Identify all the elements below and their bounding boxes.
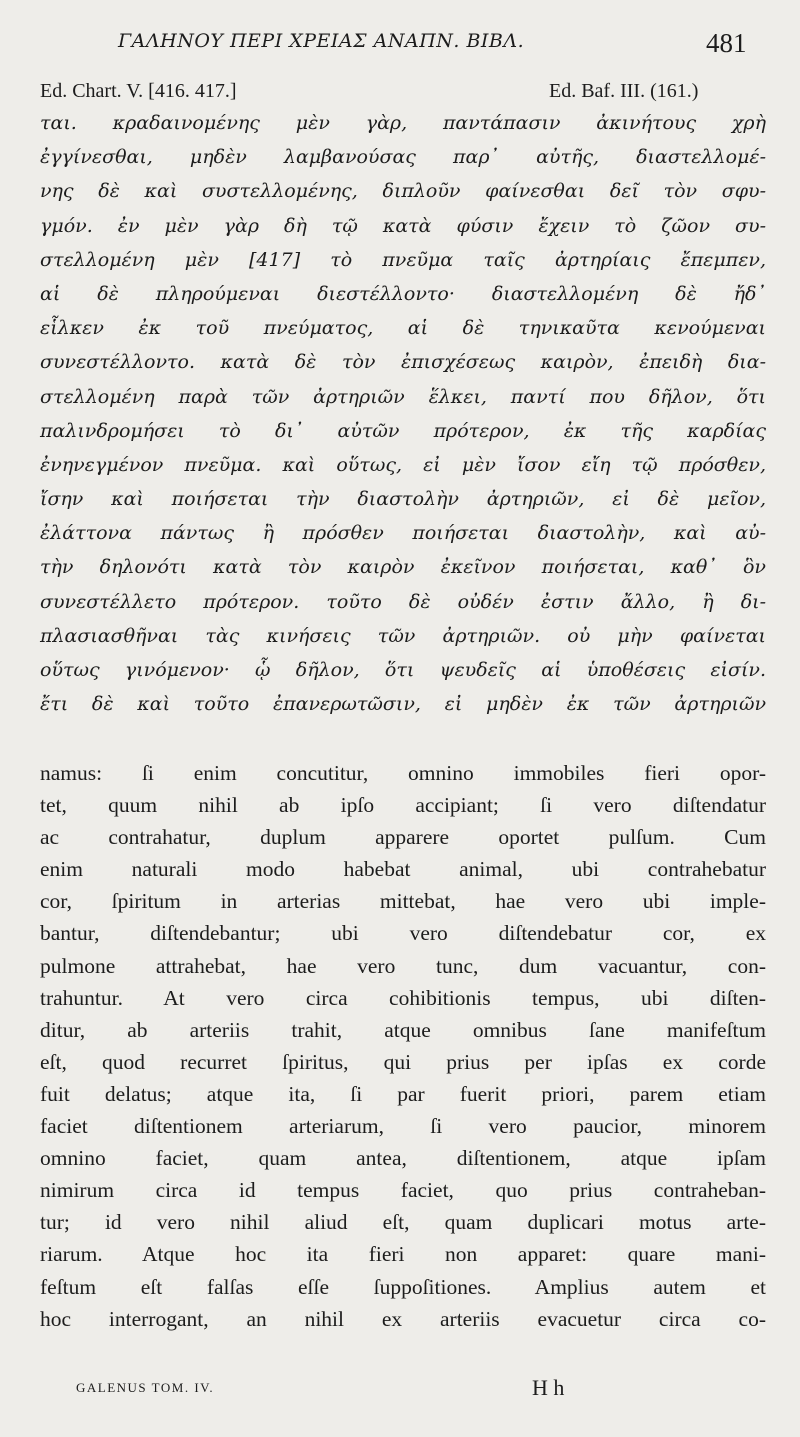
greek-text-line: ται. κραδαινομένης μὲν γὰρ, παντάπασιν ἀκινήτους χρὴ xyxy=(40,112,766,134)
running-title: ΓΑΛΗΝΟΥ ΠΕΡΙ ΧΡΕΙΑΣ ΑΝΑΠΝ. ΒΙΒΛ. xyxy=(118,30,525,52)
greek-text-line: ἐλάττονα πάντως ἢ πρόσθεν ποιήσεται διαστολὴν, καὶ αὐ- xyxy=(40,522,766,545)
latin-text-line: ditur, ab arteriis trahit, atque omnibus ſane manifeſtum xyxy=(40,1017,766,1042)
latin-text-line: feſtum eſt falſas eſſe ſuppoſitiones. Amplius autem et xyxy=(40,1274,766,1299)
latin-text-line: tet, quum nihil ab ipſo accipiant; ſi vero diſtendatur xyxy=(40,793,766,818)
latin-text-line: pulmone attrahebat, hae vero tunc, dum vacuantur, con- xyxy=(40,953,766,978)
greek-text-line: ἐγγίνεσθαι, μηδὲν λαμβανούσας παρ᾽ αὐτῆς, διαστελλομέ- xyxy=(40,146,766,169)
greek-text-line: στελλομένη μὲν [417] τὸ πνεῦμα ταῖς ἀρτηρίαις ἔπεμπεν, xyxy=(40,248,766,271)
greek-text-line: εἷλκεν ἐκ τοῦ πνεύματος, αἱ δὲ τηνικαῦτα κενούμεναι xyxy=(40,317,766,340)
latin-text-line: tur; id vero nihil aliud eſt, quam duplicari motus arte- xyxy=(40,1210,766,1235)
latin-text-line: fuit delatus; atque ita, ſi par fuerit priori, parem etiam xyxy=(40,1081,766,1106)
greek-text-line: παλινδρομήσει τὸ δι᾽ αὐτῶν πρότερον, ἐκ τῆς καρδίας xyxy=(40,419,766,442)
greek-text-line: τὴν δηλονότι κατὰ τὸν καιρὸν ἐκεῖνον ποιήσεται, καθ᾽ ὃν xyxy=(40,556,766,579)
latin-text-line: ac contrahatur, duplum apparere oportet pulſum. Cum xyxy=(40,825,766,850)
greek-text-block xyxy=(40,106,766,721)
gathering-mark: H h xyxy=(532,1375,565,1400)
printer-signature: GALENUS TOM. IV. xyxy=(76,1380,215,1395)
greek-text-line: πλασιασθῆναι τὰς κινήσεις τῶν ἀρτηριῶν. οὐ μὴν φαίνεται xyxy=(40,624,766,647)
page-number: 481 xyxy=(706,28,747,58)
greek-text-line: αἱ δὲ πληρούμεναι διεστέλλοντο· διαστελλομένη δὲ ἤδ᾽ xyxy=(40,282,766,305)
latin-text-block xyxy=(40,757,766,1335)
latin-text-line: hoc interrogant, an nihil ex arteriis evacuetur circa co- xyxy=(40,1306,766,1331)
greek-text-line: οὕτως γινόμενον· ᾧ δῆλον, ὅτι ψευδεῖς αἱ ὑποθέσεις εἰσίν. xyxy=(40,659,766,681)
latin-text-line: enim naturali modo habebat animal, ubi contrahebatur xyxy=(40,857,766,882)
greek-text-line: ἔτι δὲ καὶ τοῦτο ἐπανερωτῶσιν, εἰ μηδὲν ἐκ τῶν ἀρτηριῶν xyxy=(40,693,766,716)
greek-text-line: ἴσην καὶ ποιήσεται τὴν διαστολὴν ἀρτηριῶν, εἰ δὲ μεῖον, xyxy=(40,488,766,511)
greek-text-line: γμόν. ἐν μὲν γὰρ δὴ τῷ κατὰ φύσιν ἔχειν τὸ ζῶον συ- xyxy=(40,214,766,237)
greek-text-line: νης δὲ καὶ συστελλομένης, διπλοῦν φαίνεσθαι δεῖ τὸν σφυ- xyxy=(40,180,766,203)
latin-text-line: nimirum circa id tempus faciet, quo prius contraheban- xyxy=(40,1178,766,1203)
latin-text-line: eſt, quod recurret ſpiritus, qui prius per ipſas ex corde xyxy=(40,1049,766,1074)
edition-reference-chartier: Ed. Chart. V. [416. 417.] xyxy=(40,80,237,102)
latin-text-line: namus: ſi enim concutitur, omnino immobiles fieri opor- xyxy=(40,761,766,785)
greek-text-line: συνεστέλλετο πρότερον. τοῦτο δὲ οὐδέν ἐστιν ἄλλο, ἢ δι- xyxy=(40,590,766,613)
edition-reference-basel: Ed. Baf. III. (161.) xyxy=(549,80,699,102)
latin-text-line: cor, ſpiritum in arterias mittebat, hae vero ubi imple- xyxy=(40,889,766,914)
latin-text-line: riarum. Atque hoc ita fieri non apparet: quare mani- xyxy=(40,1242,766,1267)
latin-text-line: trahuntur. At vero circa cohibitionis tempus, ubi diſten- xyxy=(40,985,766,1010)
greek-text-line: στελλομένη παρὰ τῶν ἀρτηριῶν ἕλκει, παντί που δῆλον, ὅτι xyxy=(40,385,766,408)
latin-text-line: faciet diſtentionem arteriarum, ſi vero paucior, minorem xyxy=(40,1114,766,1139)
latin-text-line: bantur, diſtendebantur; ubi vero diſtendebatur cor, ex xyxy=(40,921,766,946)
greek-text-line: ἐνηνεγμένον πνεῦμα. καὶ οὕτως, εἰ μὲν ἴσον εἴη τῷ πρόσθεν, xyxy=(40,453,766,476)
latin-text-line: omnino faciet, quam antea, diſtentionem, atque ipſam xyxy=(40,1146,766,1171)
greek-text-line: συνεστέλλοντο. κατὰ δὲ τὸν ἐπισχέσεως καιρὸν, ἐπειδὴ δια- xyxy=(40,351,766,374)
